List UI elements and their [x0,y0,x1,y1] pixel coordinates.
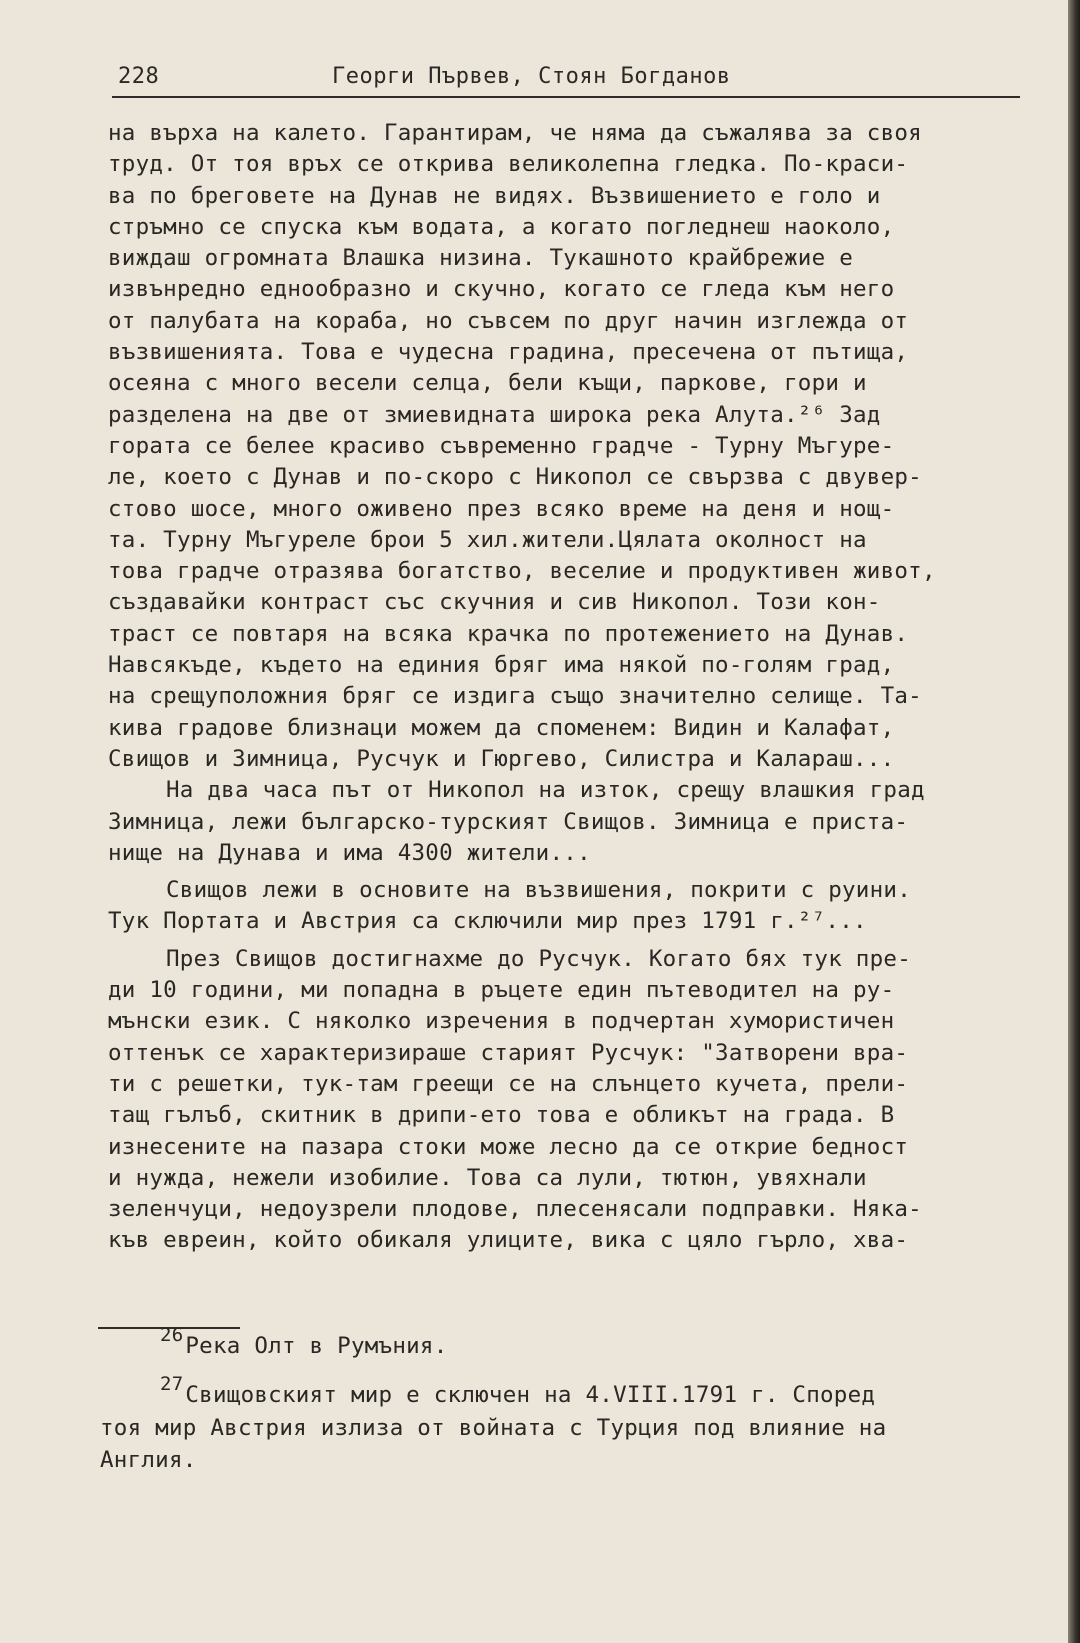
text-line: Тук Портата и Австрия са сключили мир през 1791 г.²⁷... [108,908,867,935]
text-line: та. Турну Мъгуреле брои 5 хил.жители.Цялата околност на [108,526,867,553]
text-line: извънредно еднообразно и скучно, когато се гледа към него [108,276,895,303]
text-line: Зимница, лежи българско-турският Свищов. Зимница е приста- [108,808,909,835]
text-line: ва по бреговете на Дунав не видях. Възвишението е голо и [108,182,881,209]
text-line: осеяна с много весели селца, бели къщи, паркове, гори и [108,370,867,397]
text-line: разделена на две от змиевидната широка река Алута.²⁶ Зад [108,401,881,428]
text-line: създавайки контраст със скучния и сив Никопол. Този кон- [108,589,881,616]
page-header [112,62,1020,98]
text-line: на срещуположния бряг се издига също значително селище. Та- [108,683,922,710]
text-line: ди 10 години, ми попадна в ръцете един пътеводител на ру- [108,977,895,1004]
footnote-text: Свищовският мир е сключен на 4.VIII.1791 г. Според [185,1382,876,1408]
text-line: траст се повтаря на всяка крачка по протежението на Дунав. [108,620,909,647]
text-line: стръмно се спуска към водата, а когато погледнеш наоколо, [108,213,895,240]
book-spine-edge [1068,0,1080,1643]
text-line: това градче отразява богатство, веселие и продуктивен живот, [108,558,936,585]
text-line: Навсякъде, където на единия бряг има някой по-голям град, [108,652,895,679]
text-line: нище на Дунава и има 4300 жители... [108,839,591,866]
text-line: ле, което с Дунав и по-скоро с Никопол се свързва с двувер- [108,464,922,491]
text-line: ти с решетки, тук-там греещи се на слънцето кучета, прели- [108,1070,909,1097]
footnote-text: Река Олт в Румъния. [185,1333,448,1359]
footnote-text-line: Англия. [100,1447,197,1473]
footnote-27 [100,1373,1020,1412]
paragraph-start: Свищов лежи в основите на възвишения, покрити с руини. [166,877,911,904]
footnote-text-line: тоя мир Австрия излиза от войната с Турция под влияние на [100,1415,887,1441]
footnote-26 [100,1324,1020,1363]
text-line: възвишенията. Това е чудесна градина, пресечена от пътища, [108,339,909,366]
running-head: Георги Първев, Стоян Богданов [332,64,731,89]
text-line: стово шосе, много оживено през всяко време на деня и нощ- [108,495,895,522]
paragraph-start: През Свищов достигнахме до Русчук. Когато бях тук пре- [166,945,911,972]
page-number: 228 [118,64,160,89]
text-line: кива градове близнаци можем да споменем: Видин и Калафат, [108,714,895,741]
text-line: зеленчуци, недоузрели плодове, плесенясали подправки. Няка- [108,1196,922,1223]
text-line: и нужда, нежели изобилие. Това са лули, тютюн, увяхнали [108,1164,867,1191]
text-line: мънски език. С няколко изречения в подчертан хумористичен [108,1008,895,1035]
text-line: гората се белее красиво съвременно градче - Турну Мъгуре- [108,432,895,459]
text-line: оттенък се характеризираше старият Русчук: "Затворени вра- [108,1039,909,1066]
text-line: виждаш огромната Влашка низина. Тукашното крайбрежие е [108,245,853,272]
footnote-number: 26 [160,1324,184,1346]
footnote-number: 27 [160,1373,184,1395]
text-line: къв евреин, който обикаля улиците, вика с цяло гърло, хва- [108,1227,909,1254]
text-line: труд. От тоя връх се открива великолепна гледка. По-краси- [108,151,909,178]
text-line: изнесените на пазара стоки може лесно да се открие бедност [108,1133,909,1160]
paragraph-start: На два часа път от Никопол на изток, срещу влашкия град [166,777,925,804]
text-line: тащ гълъб, скитник в дрипи-ето това е обликът на града. В [108,1102,895,1129]
text-line: Свищов и Зимница, Русчук и Гюргево, Силистра и Калараш... [108,745,895,772]
text-line: на върха на калето. Гарантирам, че няма да съжалява за своя [108,120,922,146]
body-text [108,118,1036,1257]
text-line: от палубата на кораба, но съвсем по друг начин изглежда от [108,307,909,334]
footnotes [100,1324,1020,1476]
